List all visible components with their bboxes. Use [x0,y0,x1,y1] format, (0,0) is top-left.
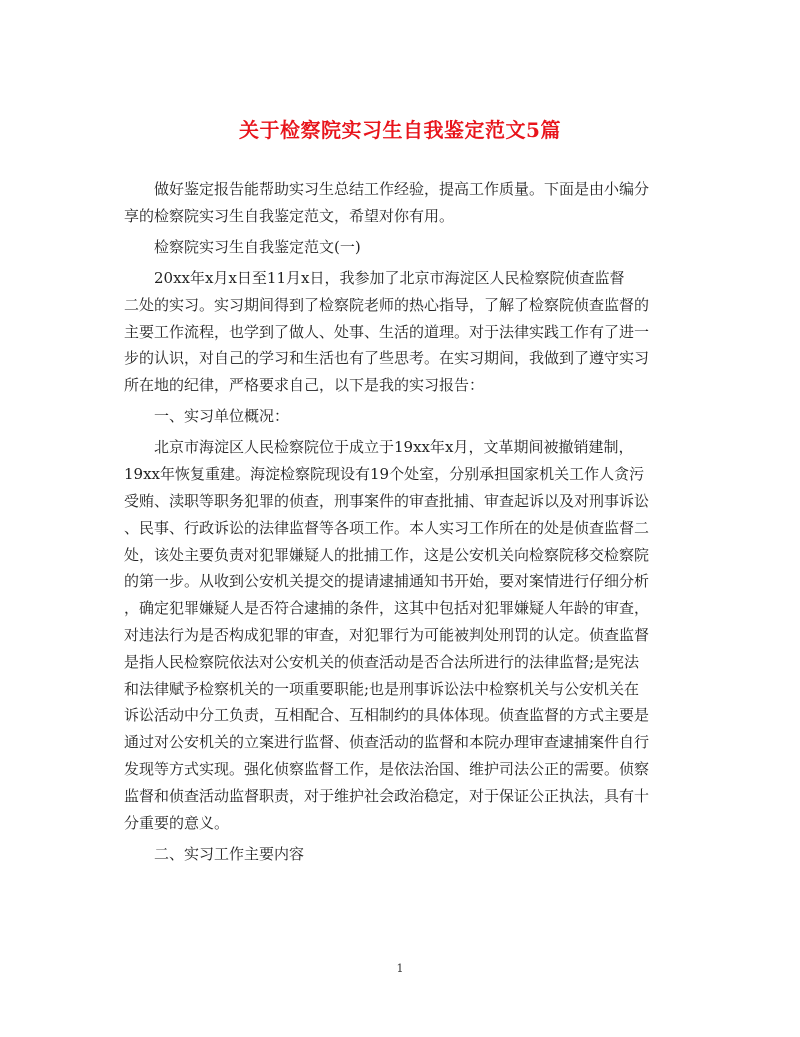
text-line: 诉讼活动中分工负责，互相配合、互相制约的具体体现。侦查监督的方式主要是 [124,706,650,725]
text-line: 是指人民检察院依法对公安机关的侦查活动是否合法所进行的法律监督;是宪法 [124,652,640,671]
text-line: 二处的实习。实习期间得到了检察院老师的热心指导，了解了检察院侦查监督的 [124,295,650,314]
text-line: 分重要的意义。 [124,813,230,832]
text-line: 监督和侦查活动监督职责，对于维护社会政治稳定，对于保证公正执法，具有十 [124,786,650,805]
text-line: 主要工作流程，也学到了做人、处事、生活的道理。对于法律实践工作有了进一 [124,322,650,341]
text-line: 二、实习工作主要内容 [154,844,305,863]
text-line: 的第一步。从收到公安机关提交的提请逮捕通知书开始，要对案情进行仔细分析 [124,572,650,591]
text-line: 北京市海淀区人民检察院位于成立于19xx年x月，文革期间被撤销建制， [154,438,634,457]
text-line: 所在地的纪律，严格要求自己，以下是我的实习报告： [124,376,485,395]
text-line: 对违法行为是否构成犯罪的审查，对犯罪行为可能被判处刑罚的认定。侦查监督 [124,625,650,644]
text-line: 一、实习单位概况： [154,407,290,426]
text-line: 、民事、行政诉讼的法律监督等各项工作。本人实习工作所在的处是侦查监督二 [124,518,650,537]
text-line: 做好鉴定报告能帮助实习生总结工作经验，提高工作质量。下面是由小编分 [154,180,650,198]
intro-paragraph [124,176,676,230]
text-line: ，确定犯罪嫌疑人是否符合逮捕的条件，这其中包括对犯罪嫌疑人年龄的审查， [124,599,650,618]
text-line: 19xx年恢复重建。海淀检察院现设有19个处室，分别承担国家机关工作人贪污 [124,465,645,484]
text-line: 和法律赋予检察机关的一项重要职能;也是刑事诉讼法中检察机关与公安机关在 [124,679,640,698]
page-number: 1 [396,962,404,975]
text-line: 通过对公安机关的立案进行监督、侦查活动的监督和本院办理审查逮捕案件自行 [124,733,650,752]
paragraph-1 [124,265,676,399]
text-line: 处，该处主要负责对犯罪嫌疑人的批捕工作，这是公安机关向检察院移交检察院 [124,545,650,564]
text-line: 受贿、渎职等职务犯罪的侦查，刑事案件的审查批捕、审查起诉以及对刑事诉讼 [124,491,650,510]
text-line: 检察院实习生自我鉴定范文(一) [154,237,361,256]
section-title [124,234,676,261]
heading-2 [124,841,676,868]
paragraph-2 [124,434,676,836]
text-line: 步的认识，对自己的学习和生活也有了些思考。在实习期间，我做到了遵守实习 [124,349,650,368]
document-body [124,176,676,872]
text-line: 发现等方式实现。强化侦察监督工作，是依法治国、维护司法公正的需要。侦察 [124,759,650,778]
text-line: 享的检察院实习生自我鉴定范文，希望对你有用。 [124,206,455,225]
document-title: 关于检察院实习生自我鉴定范文5篇 [239,118,561,142]
text-line: 20xx年x月x日至11月x日，我参加了北京市海淀区人民检察院侦查监督 [154,268,625,287]
heading-1 [124,403,676,430]
